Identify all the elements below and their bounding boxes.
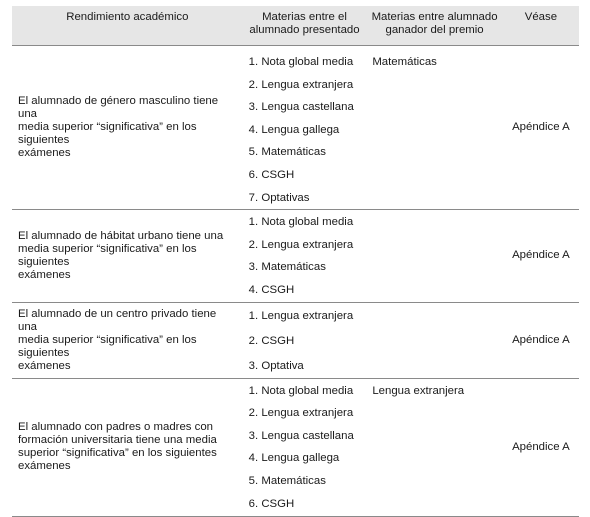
description-line: media superior “significativa” en los siguientes bbox=[18, 333, 197, 359]
table-row bbox=[12, 46, 579, 210]
appendix-reference: Apéndice A bbox=[512, 249, 570, 262]
header-materias-ganador bbox=[366, 6, 503, 46]
subject-item: 3. Lengua castellana bbox=[248, 101, 354, 114]
header-materias-presentado-line2: alumnado presentado bbox=[249, 24, 360, 36]
table-row bbox=[12, 378, 579, 516]
subjects-list bbox=[249, 304, 363, 378]
subjects-cell bbox=[243, 302, 367, 378]
subject-item: 4. Lengua gallega bbox=[248, 452, 340, 465]
results-table bbox=[12, 6, 579, 517]
header-materias-presentado-line1: Materias entre el bbox=[262, 11, 347, 23]
subject-item: 3. Matemáticas bbox=[248, 261, 326, 274]
subjects-list bbox=[249, 211, 363, 301]
see-cell bbox=[503, 46, 579, 210]
subject-item: 6. CSGH bbox=[248, 168, 295, 181]
subject-item: 1. Nota global media bbox=[248, 56, 354, 68]
see-cell bbox=[503, 378, 579, 516]
subject-item: 3. Lengua castellana bbox=[248, 429, 354, 442]
subject-item: 2. CSGH bbox=[248, 334, 295, 347]
row-description bbox=[12, 46, 243, 210]
row-description bbox=[12, 378, 243, 516]
subject-item: 2. Lengua extranjera bbox=[248, 407, 354, 420]
subject-item: 1. Nota global media bbox=[248, 384, 354, 397]
see-cell bbox=[503, 302, 579, 378]
description-line: superior “significativa” en los siguientes bbox=[18, 447, 217, 460]
description-line: exámenes bbox=[18, 268, 71, 281]
subject-item: 6. CSGH bbox=[248, 497, 295, 510]
description-line: El alumnado de hábitat urbano tiene una bbox=[18, 229, 224, 242]
winner-subjects-cell bbox=[366, 378, 503, 516]
header-vease bbox=[503, 6, 579, 46]
subject-item: 1. Nota global media bbox=[248, 216, 354, 229]
description-line: El alumnado de género masculino tiene una bbox=[18, 95, 219, 121]
winner-subjects-list bbox=[372, 380, 499, 403]
header-row bbox=[12, 6, 579, 46]
subjects-cell bbox=[243, 378, 367, 516]
description-line: formación universitaria tiene una media bbox=[18, 434, 217, 447]
appendix-reference: Apéndice A bbox=[512, 333, 570, 346]
table-row bbox=[12, 302, 579, 378]
subjects-list bbox=[249, 51, 363, 209]
header-materias-presentado bbox=[243, 6, 367, 46]
header-vease-label: Véase bbox=[524, 11, 558, 23]
description-line: media superior “significativa” en los siguientes bbox=[18, 242, 197, 268]
table-row bbox=[12, 210, 579, 302]
row-description bbox=[12, 210, 243, 302]
winner-subjects-cell bbox=[366, 46, 503, 210]
subject-item: 5. Matemáticas bbox=[248, 474, 326, 487]
see-cell bbox=[503, 210, 579, 302]
description-line: exámenes bbox=[18, 359, 71, 372]
subject-item: 1. Lengua extranjera bbox=[248, 309, 354, 322]
winner-subjects-cell bbox=[366, 302, 503, 378]
description-line: exámenes bbox=[18, 460, 71, 473]
subject-item: 4. CSGH bbox=[248, 283, 295, 296]
winner-subjects-cell bbox=[366, 210, 503, 302]
appendix-reference: Apéndice A bbox=[512, 440, 570, 453]
appendix-reference: Apéndice A bbox=[512, 121, 570, 134]
description-line: exámenes bbox=[18, 147, 71, 160]
row-description bbox=[12, 302, 243, 378]
winner-subject-item: Matemáticas bbox=[372, 56, 437, 68]
description-line: El alumnado de un centro privado tiene una bbox=[18, 307, 217, 333]
subject-item: 7. Optativas bbox=[248, 191, 310, 204]
subject-item: 3. Optativa bbox=[248, 359, 304, 372]
header-rendimiento-label: Rendimiento académico bbox=[66, 11, 189, 23]
subjects-list bbox=[249, 380, 363, 516]
subject-item: 2. Lengua extranjera bbox=[248, 238, 354, 251]
header-rendimiento bbox=[12, 6, 243, 46]
description-line: media superior “significativa” en los siguientes bbox=[18, 121, 197, 147]
subjects-cell bbox=[243, 46, 367, 210]
header-materias-ganador-line2: ganador del premio bbox=[385, 24, 484, 36]
winner-subject-item: Lengua extranjera bbox=[372, 384, 465, 397]
winner-subjects-list bbox=[372, 51, 499, 74]
header-materias-ganador-line1: Materias entre alumnado bbox=[371, 11, 498, 23]
subject-item: 4. Lengua gallega bbox=[248, 123, 340, 136]
subject-item: 2. Lengua extranjera bbox=[248, 78, 354, 91]
subjects-cell bbox=[243, 210, 367, 302]
subject-item: 5. Matemáticas bbox=[248, 146, 326, 159]
description-line: El alumnado con padres o madres con bbox=[18, 421, 214, 434]
